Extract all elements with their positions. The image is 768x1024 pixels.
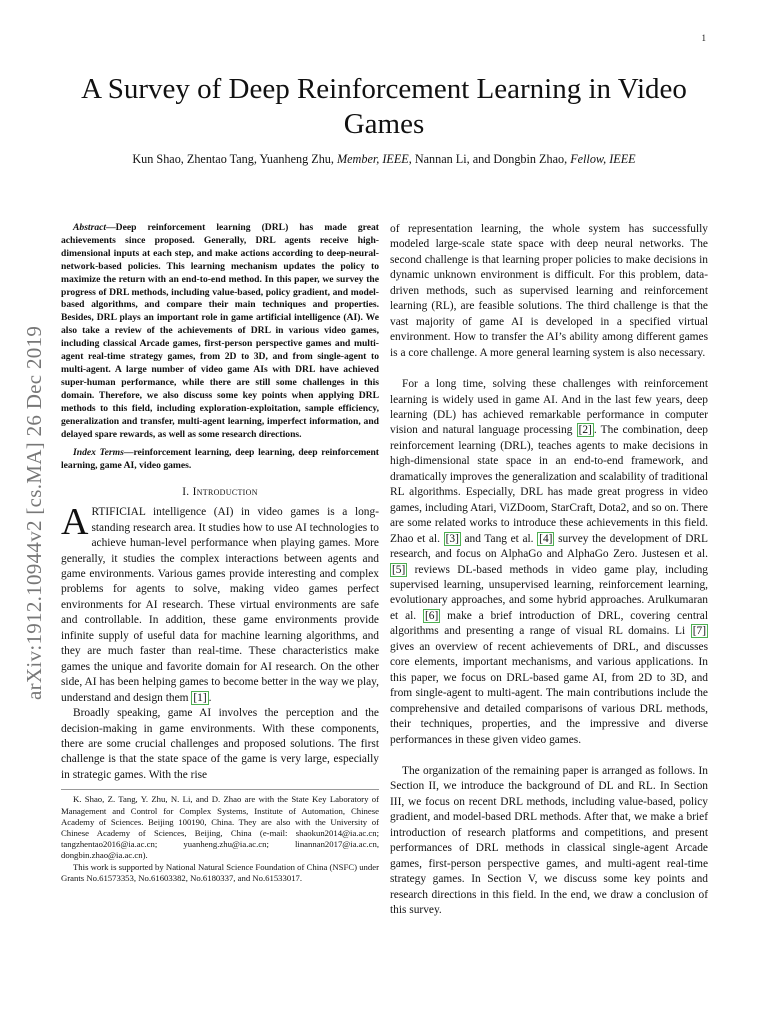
right-paragraph-3: The organization of the remaining paper is arranged as follows. In Section II, we introduce the background of DL and RL. In Section III, we focus on recent DRL methods, including value-based, policy gradient, and model-based DRL methods. After that, we make a brief introduction of research platforms and competitions, and present performances of DRL methods in classical single-agent Arcade games, first-person perspective games, and multi-agent real-time strategy games. In Section V, we discuss some key points and research directions in this field. In the end, we draw a conclusion of this survey. [390,764,708,917]
title-line-1: A Survey of Deep Reinforcement Learning in Video [81,73,687,105]
citation-7[interactable]: [7] [692,625,706,638]
footnote-block [61,794,379,884]
footnote-divider [61,789,379,790]
citation-5[interactable]: [5] [392,563,406,576]
intro-p1-end: . [208,691,212,704]
section-heading-introduction: I. Introduction [182,486,258,499]
abstract-text: —Deep reinforcement learning (DRL) has made great achievements since proposed. Generally, DRL agents receive high-dimensional inputs at each step, and make actions according to deep-neural-network-based policies. This learning mechanism updates the policy to maximize the return with an end-to-end method. In this paper, we survey the progress of DRL methods, including value-based, policy gradient, and model-based algorithms, and compare their main techniques and properties. Besides, DRL plays an important role in game artificial intelligence (AI). We also take a review of the achievements of DRL in various video games, including classical Arcade games, first-person perspective games and multi-agent real-time strategy games, from 2D to 3D, and from single-agent to multi-agent. A large number of video game AIs with DRL have achieved super-human performance, while there are still some challenges in this domain. Therefore, we also discuss some key points when applying DRL methods to this field, including exploration-exploitation, sample efficiency, generalization and transfer, multi-agent learning, imperfect information, and delayed spare rewards, as well as some research directions. [61,222,379,440]
authors-part-1: Kun Shao, Zhentao Tang, Yuanheng Zhu, [132,152,337,166]
authors-part-2: , Nannan Li, and Dongbin Zhao, [408,152,571,166]
abstract-label: Abstract [73,222,107,233]
p2-text-b: . The combination, deep reinforcement learning (DRL), teaches agents to make decisions in high-dimensional state space in an end-to-end framework, and dramatically improves the generalization and scalability of traditional RL algorithms. Especially, DRL has made great progress in video games, including Atari, ViZDoom, StarCraft, Dota2, and so on. There are some related works to introduce these achievements in this field. Zhao et al. [390,424,708,545]
paragraph-gap [390,361,708,377]
right-paragraph-1: of representation learning, the whole system has successfully modeled large-scale state space with deep neural networks. The second challenge is that learning proper policies to make decisions in dynamic unknown environment is difficult. For this problem, data-driven methods, such as supervised learning and reinforcement learning (RL), are feasible solutions. The third challenge is that the vast majority of game AI is developed in a specified virtual environment. How to transfer the AI’s ability among different games is a core challenge. A more general learning system is also necessary. [390,223,708,359]
title-line-2: Games [343,108,425,140]
page-number: 1 [701,33,706,43]
citation-1[interactable]: [1] [193,691,207,704]
author-list [55,152,713,167]
p2-text-c: and Tang et al. [460,532,538,545]
citation-4[interactable]: [4] [539,532,553,545]
footnote-funding: This work is supported by National Natural Science Foundation of China (NSFC) under Grants No.61573353, No.61603382, No.6180337, and No.61533017. [61,861,379,883]
footnote-affiliation: K. Shao, Z. Tang, Y. Zhu, N. Li, and D. Zhao are with the State Key Laboratory of Management and Control for Complex Systems, Institute of Automation, Chinese Academy of Sciences. Beijing 100190, China. They are also with the University of Chinese Academy of Sciences, Beijing, China (e-mail: shaokun2014@ia.ac.cn; tangzhentao2016@ia.ac.cn; yuanheng.zhu@ia.ac.cn; linannan2017@ia.ac.cn, dongbin.zhao@ia.ac.cn). [61,794,379,861]
right-paragraph-2 [390,377,708,748]
intro-p1-text: RTIFICIAL intelligence (AI) in video games is a long-standing research area. It studies how to use AI technologies to achieve human-level performance when playing games. More generally, it studies the complex interactions between agents and game environments. Various games provide interesting and complex problems for agents to solve, making video games perfect environments for AI research. These virtual environments are safe and controllable. In addition, these game environments provide infinite supply of useful data for machine learning algorithms, and they are much faster than real-time. These characteristics make games the unique and favorite domain for AI research. On the other side, AI has been helping games to become better in the way we play, understand and design them [61,506,379,704]
citation-2[interactable]: [2] [578,424,592,437]
left-column [61,222,379,884]
drop-cap: A [61,501,89,544]
member-title: Member, IEEE [336,152,409,166]
p2-text-g: gives an overview of recent achievements of DRL, and discusses core elements, important mechanisms, and various applications. In this paper, we focus on DRL-based game AI, from 2D to 3D, and from single-agent to multi-agent. The main contributions include the comprehensive and detailed comparisons of various DRL methods, their techniques, properties, and the impressive and diverse performances in these given video games. [390,640,708,746]
p2-text-e: reviews DL-based methods in video game play, including supervised learning, unsupervised learning, reinforcement learning, evolutionary approaches, and some hybrid approaches. Arulkumaran et al. [390,563,708,622]
p2-text-d: survey the development of DRL research, and focus on AlphaGo and AlphaGo Zero. Justesen et al. [390,532,708,561]
abstract-paragraph [61,222,379,441]
intro-paragraph-1 [61,501,379,706]
p2-text-a: For a long time, solving these challenges with reinforcement learning is widely used in game AI. And in the last few years, deep learning (DL) has achieved remarkable performance in computer vision and natural language processing [390,378,708,437]
abstract-block [61,222,379,473]
citation-3[interactable]: [3] [445,532,459,545]
right-column [390,222,708,918]
p2-text-f: make a brief introduction of DRL, covering central algorithms and presenting a range of visual RL domains. Li [390,609,708,638]
paragraph-gap [390,748,708,764]
citation-6[interactable]: [6] [425,609,439,622]
paper-title [55,72,713,142]
fellow-title: Fellow, IEEE [570,152,636,166]
index-terms-text: —reinforcement learning, deep learning, deep reinforcement learning, game AI, video games. [61,447,379,472]
arxiv-identifier[interactable]: arXiv:1912.10944v2 [cs.MA] 26 Dec 2019 [22,325,46,700]
intro-paragraph-2: Broadly speaking, game AI involves the perception and the decision-making in game environments. With these components, there are some crucial challenges and proposed solutions. The first challenge is that the state space of the game is very large, especially in strategic games. With the rise [61,707,379,781]
index-terms-paragraph [61,447,379,473]
index-terms-label: Index Terms [73,447,124,459]
